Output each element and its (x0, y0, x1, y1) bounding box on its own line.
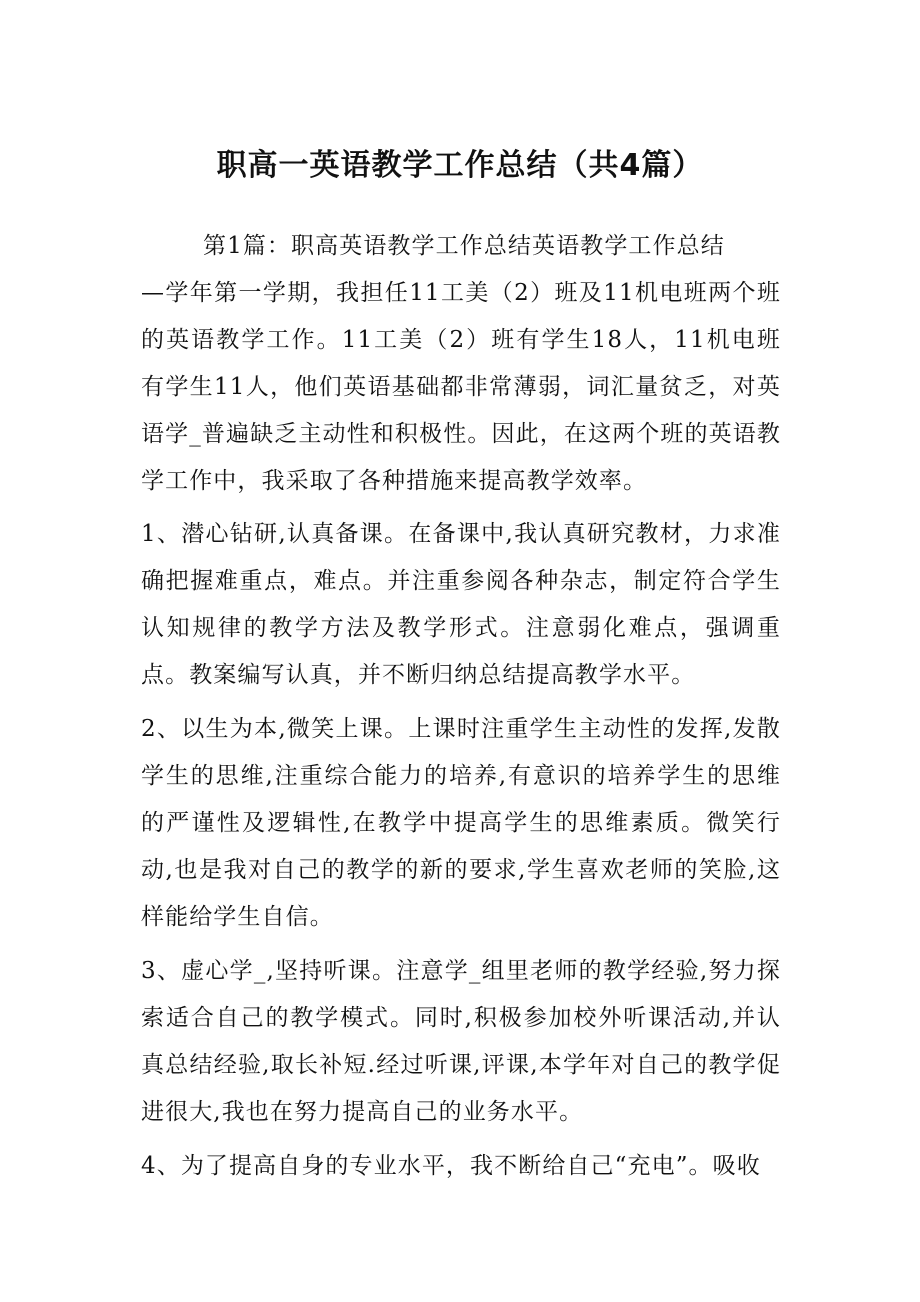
section-heading: 第1篇：职高英语教学工作总结英语教学工作总结 (203, 233, 725, 259)
paragraph-item-2: 2、以生为本,微笑上课。上课时注重学生主动性的发挥,发散学生的思维,注重综合能力的培养,有意识的培养学生的思维的严谨性及逻辑性,在教学中提高学生的思维素质。微笑行动,也是我对自己的教学的新的要求,学生喜欢老师的笑脸,这样能给学生自信。 (141, 716, 781, 930)
document-title: 职高一英语教学工作总结（共4篇） (216, 148, 704, 183)
paragraph-item-1: 1、潜心钻研,认真备课。在备课中,我认真研究教材，力求准确把握难重点，难点。并注重参阅各种杂志，制定符合学生认知规律的教学方法及教学形式。注意弱化难点，强调重点。教案编写认真，并不断归纳总结提高教学水平。 (141, 521, 781, 688)
document-body (141, 223, 781, 1190)
paragraph-item-4: 4、为了提高自身的专业水平，我不断给自己“充电”。吸收 (141, 1153, 761, 1179)
paragraph-item-3: 3、虚心学_,坚持听课。注意学_组里老师的教学经验,努力探索适合自己的教学模式。同时,积极参加校外听课活动,并认真总结经验,取长补短.经过听课,评课,本学年对自己的教学促进很大,我也在努力提高自己的业务水平。 (141, 958, 781, 1125)
paragraph-intro: —学年第一学期，我担任11工美（2）班及11机电班两个班的英语教学工作。11工美（2）班有学生18人，11机电班有学生11人，他们英语基础都非常薄弱，词汇量贫乏，对英语学_普遍缺乏主动性和积极性。因此，在这两个班的英语教学工作中，我采取了各种措施来提高教学效率。 (141, 280, 781, 494)
